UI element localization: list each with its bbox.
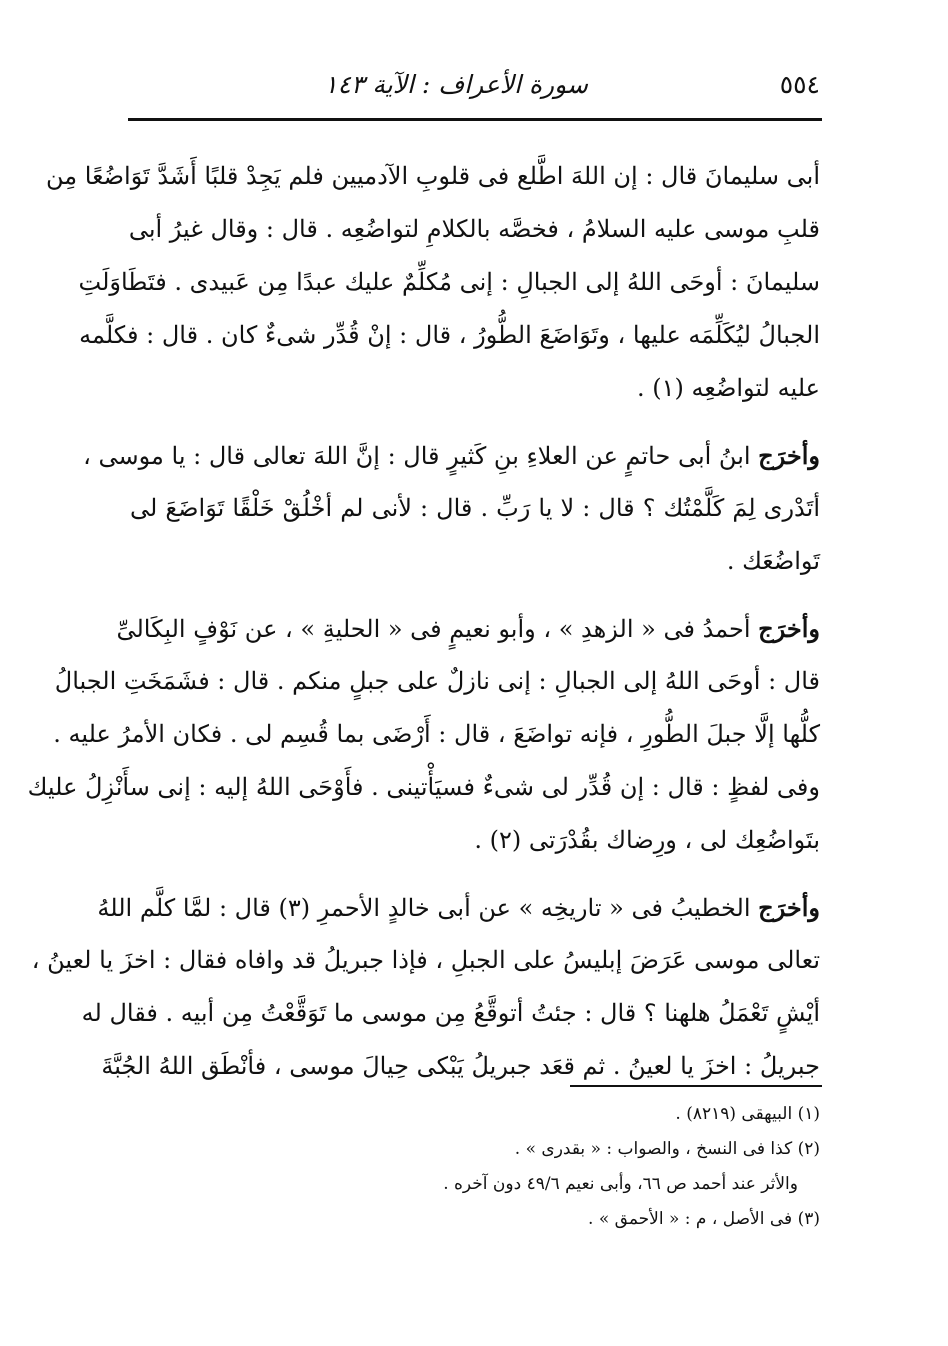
footnote-1: (١) البيهقى (٨٢١٩) . (675, 1104, 820, 1124)
footnote-2: (٢) كذا فى النسخ ، والصواب : « بقدرى » . (514, 1139, 820, 1159)
paragraph-keyword: وأخرَج (758, 441, 820, 470)
header-rule (128, 118, 822, 121)
page-number: ٥٥٤ (779, 70, 820, 99)
text-line: تعالى موسى عَرَضَ إبليسُ على الجبلِ ، فإذا جبريلُ قد وافاه فقال : اخزَ يا لعينُ ، (31, 946, 820, 974)
text-line-rest: أحمدُ فى « الزهدِ » ، وأبو نعيمٍ فى « الحليةِ » ، عن نَوْفٍ البِكَالىِّ (116, 615, 759, 643)
page-header (130, 68, 820, 108)
text-line: جبريلُ : اخزَ يا لعينُ . ثم قعَد جبريلُ يَبْكى حِيالَ موسى ، فأنْطَق اللهُ الجُبَّةَ (101, 1052, 820, 1080)
text-line: أتَدْرى لِمَ كَلَّمْتُك ؟ قال : لا يا رَبِّ . قال : لأنى لم أخْلُقْ خَلْقًا تَوَاضَعَ لى (130, 494, 820, 522)
text-line: أبى سليمانَ قال : إن اللهَ اطَّلع فى قلوبِ الآدميين فلم يَجِدْ قلبًا أَشَدَّ تَوَاضُعًا مِن (46, 162, 820, 190)
paragraph-keyword: وأخرَج (758, 614, 820, 643)
paragraph-1 (46, 150, 820, 415)
text-line: سليمانَ : أوحَى اللهُ إلى الجبالِ : إنى مُكلِّمٌ عليك عبدًا مِن عَبيدى . فتَطَاوَلَتِ (78, 268, 820, 296)
paragraph-4 (31, 881, 820, 1093)
text-line: قلبِ موسى عليه السلامُ ، فخصَّه بالكلامِ لتواضُعِه . قال : وقال غيرُ أبى (128, 215, 820, 243)
text-line (116, 602, 820, 655)
paragraph-keyword: وأخرَج (758, 893, 820, 922)
text-line: وفى لفظٍ : قال : إن قُدِّر لى شىءٌ فسيَأْتينى . فأَوْحَى اللهُ إليه : إنى سأَنْزِلُ عليك (27, 773, 820, 801)
paragraph-2 (83, 429, 820, 588)
text-line (97, 881, 820, 934)
text-line: تَواضُعَك . (726, 547, 820, 575)
text-line: بتَواضُعِك لى ، ورِضاك بقُدْرَتى (٢) . (474, 826, 820, 854)
text-line: عليه لتواضُعِه (١) . (637, 374, 820, 402)
text-line (83, 429, 820, 482)
text-line-rest: ابنُ أبى حاتمٍ عن العلاءِ بنِ كَثيرٍ قال : إنَّ اللهَ تعالى قال : يا موسى ، (83, 442, 759, 470)
footnotes (300, 1097, 820, 1237)
footnote-rule (570, 1085, 822, 1087)
text-line: الجبالُ ليُكَلِّمَه عليها ، وتَوَاضَعَ الطُّورُ ، قال : إنْ قُدِّر شىءٌ كان . قال : فكلَّمه (79, 321, 820, 349)
footnote-3: (٣) فى الأصل ، م : « الأحمق » . (588, 1209, 820, 1229)
footnote-2-continuation: والأثر عند أحمد ص ٦٦، وأبى نعيم ٤٩/٦ دون آخره . (443, 1174, 798, 1194)
text-line: أيْشٍ تَعْمَلُ هلهنا ؟ قال : جئتُ أتوقَّعُ مِن موسى ما تَوَقَّعْتُ مِن أبيه . فقال له (81, 999, 820, 1027)
paragraph-3 (27, 602, 820, 867)
text-line: قال : أوحَى اللهُ إلى الجبالِ : إنى نازلٌ على جبلٍ منكم . قال : فشَمَخَتِ الجبالُ (54, 667, 820, 695)
main-text (27, 150, 820, 1107)
running-title: سورة الأعراف : الآية ١٤٣ (324, 70, 588, 99)
text-line-rest: الخطيبُ فى « تاريخِه » عن أبى خالدٍ الأحمرِ (٣) قال : لمَّا كلَّم اللهُ (97, 894, 759, 922)
text-line: كلُّها إلَّا جبلَ الطُّورِ ، فإنه تواضَعَ ، قال : أَرْضَى بما قُسِم لى . فكان الأمرُ عليه . (53, 720, 820, 748)
